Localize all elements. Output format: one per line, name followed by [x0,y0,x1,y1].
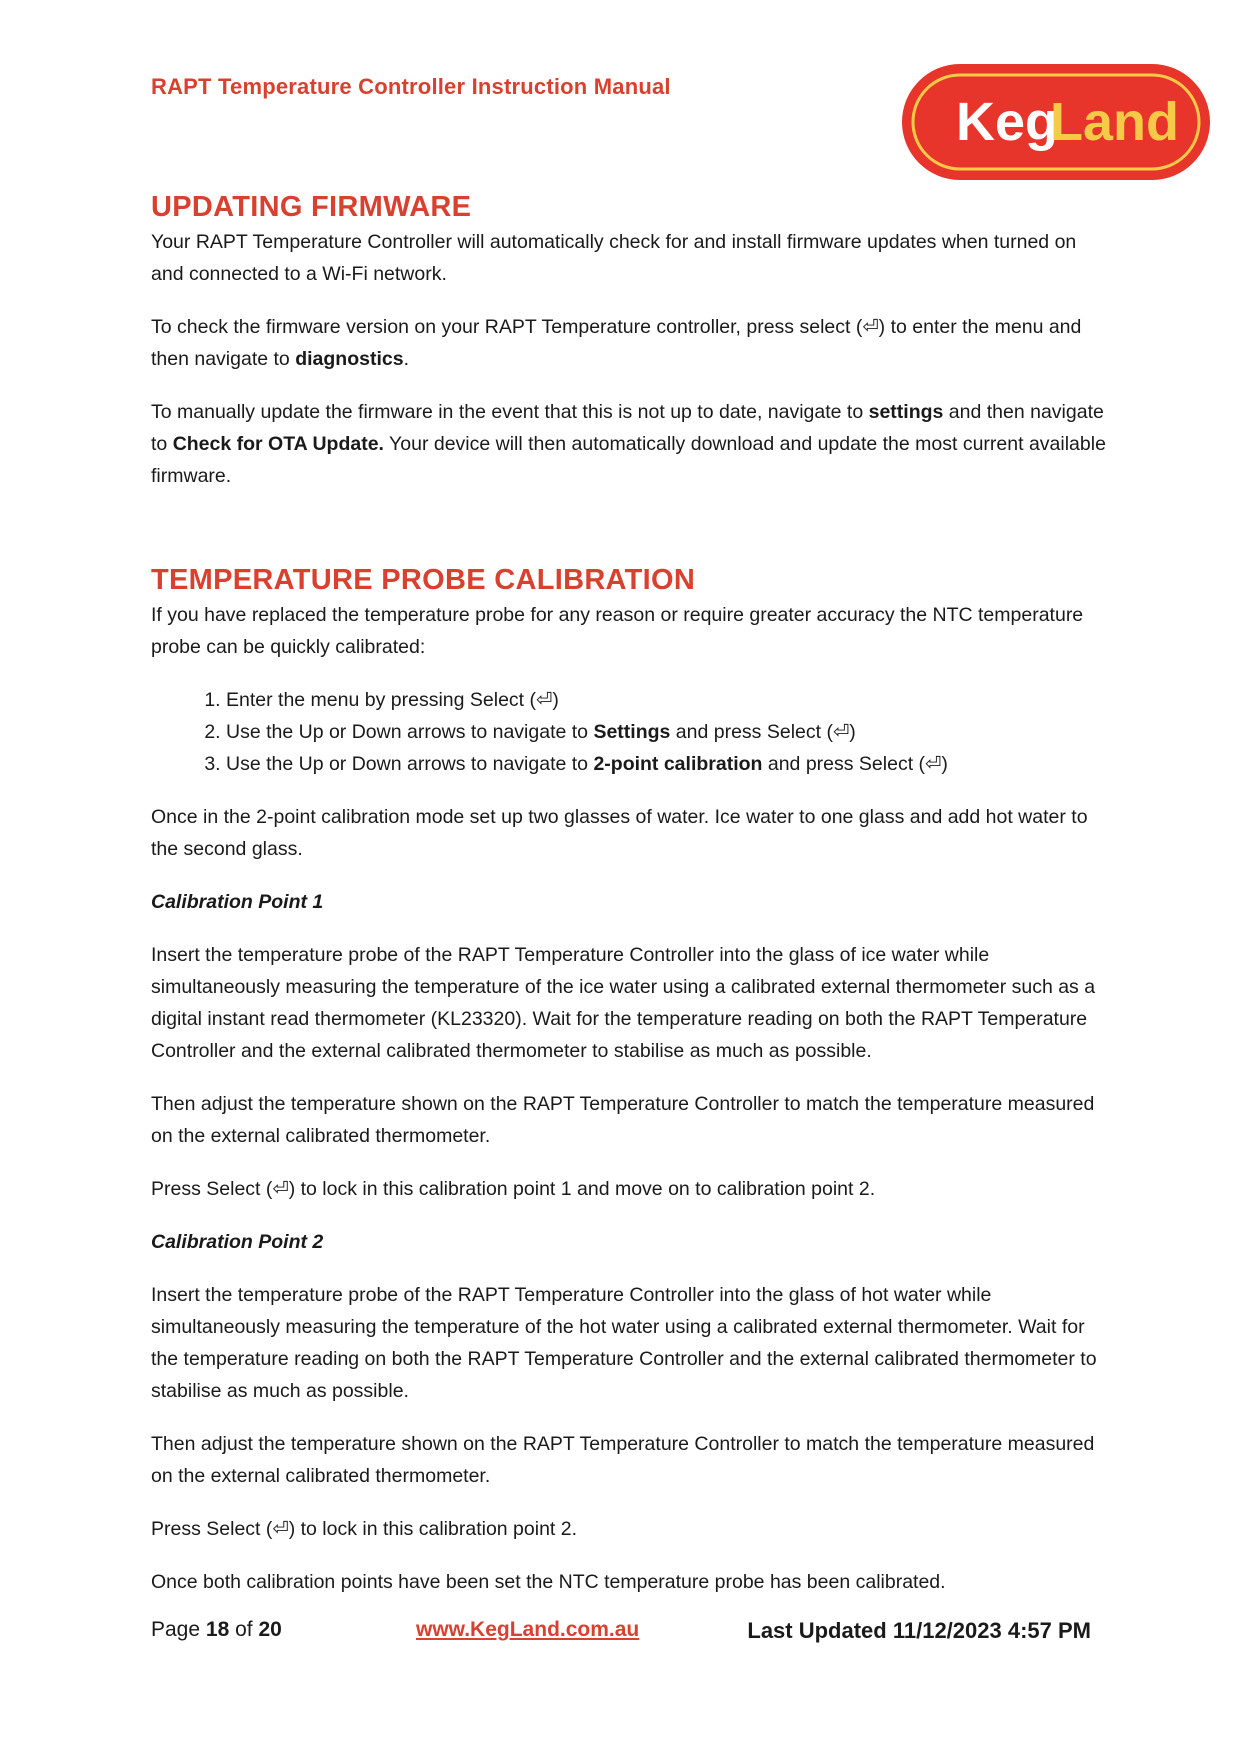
section-heading-firmware: UPDATING FIRMWARE [151,191,472,223]
list-item: 3. Use the Up or Down arrows to navigate to 2-point calibration and press Select (⏎) [226,748,1111,780]
page-number: Page 18 of 20 [151,1618,282,1641]
calibration-point-1-title: Calibration Point 1 [151,891,324,913]
main-content [151,188,1111,1619]
calibration-point-2-paragraph-1: Insert the temperature probe of the RAPT Temperature Controller into the glass of hot water while simultaneously measuring the temperature of the hot water using a calibrated external thermometer. Wait for the temperature reading on both the RAPT Temperature Controller and the external calibrated thermometer to stabilise as much as possible. [151,1284,1097,1402]
page-footer [151,1618,1091,1652]
section-heading-calibration: TEMPERATURE PROBE CALIBRATION [151,564,696,596]
calibration-point-2-paragraph-2: Then adjust the temperature shown on the RAPT Temperature Controller to match the temperature measured on the external calibrated thermometer. [151,1433,1095,1487]
logo-text-land: Land [1050,92,1179,152]
logo-text-keg: Keg [956,92,1059,152]
calibration-point-2-paragraph-3: Press Select (⏎) to lock in this calibration point 2. [151,1518,578,1540]
calibration-point-1-paragraph-2: Then adjust the temperature shown on the RAPT Temperature Controller to match the temperature measured on the external calibrated thermometer. [151,1093,1095,1147]
calibration-final-paragraph: Once both calibration points have been set the NTC temperature probe has been calibrated. [151,1571,946,1593]
firmware-paragraph-2: To check the firmware version on your RAPT Temperature controller, press select (⏎) to enter the menu and then navigate to diagnostics. [151,316,1082,370]
manual-title: RAPT Temperature Controller Instruction Manual [151,74,671,99]
firmware-paragraph-3: To manually update the firmware in the event that this is not up to date, navigate to settings and then navigate to Check for OTA Update. Your device will then automatically download and update the most current available firmware. [151,401,1106,487]
list-item: 1. Enter the menu by pressing Select (⏎) [226,684,1111,716]
last-updated: Last Updated 11/12/2023 4:57 PM [747,1618,1091,1643]
firmware-paragraph-1: Your RAPT Temperature Controller will automatically check for and install firmware updates when turned on and connected to a Wi-Fi network. [151,231,1077,285]
kegland-logo [900,62,1212,182]
calibration-intro: If you have replaced the temperature probe for any reason or require greater accuracy the NTC temperature probe can be quickly calibrated: [151,604,1084,658]
calibration-point-1-paragraph-1: Insert the temperature probe of the RAPT Temperature Controller into the glass of ice water while simultaneously measuring the temperature of the ice water using a calibrated external thermometer such as a digital instant read thermometer (KL23320). Wait for the temperature reading on both the RAPT Temperature Controller and the external calibrated thermometer to stabilise as much as possible. [151,944,1096,1062]
website-link[interactable]: www.KegLand.com.au [416,1618,640,1641]
calibration-point-2-title: Calibration Point 2 [151,1231,324,1253]
list-item: 2. Use the Up or Down arrows to navigate to Settings and press Select (⏎) [226,716,1111,748]
calibration-steps-list [151,684,1111,780]
calibration-setup-paragraph: Once in the 2-point calibration mode set up two glasses of water. Ice water to one glass and add hot water to the second glass. [151,806,1088,860]
calibration-point-1-paragraph-3: Press Select (⏎) to lock in this calibration point 1 and move on to calibration point 2. [151,1178,876,1200]
